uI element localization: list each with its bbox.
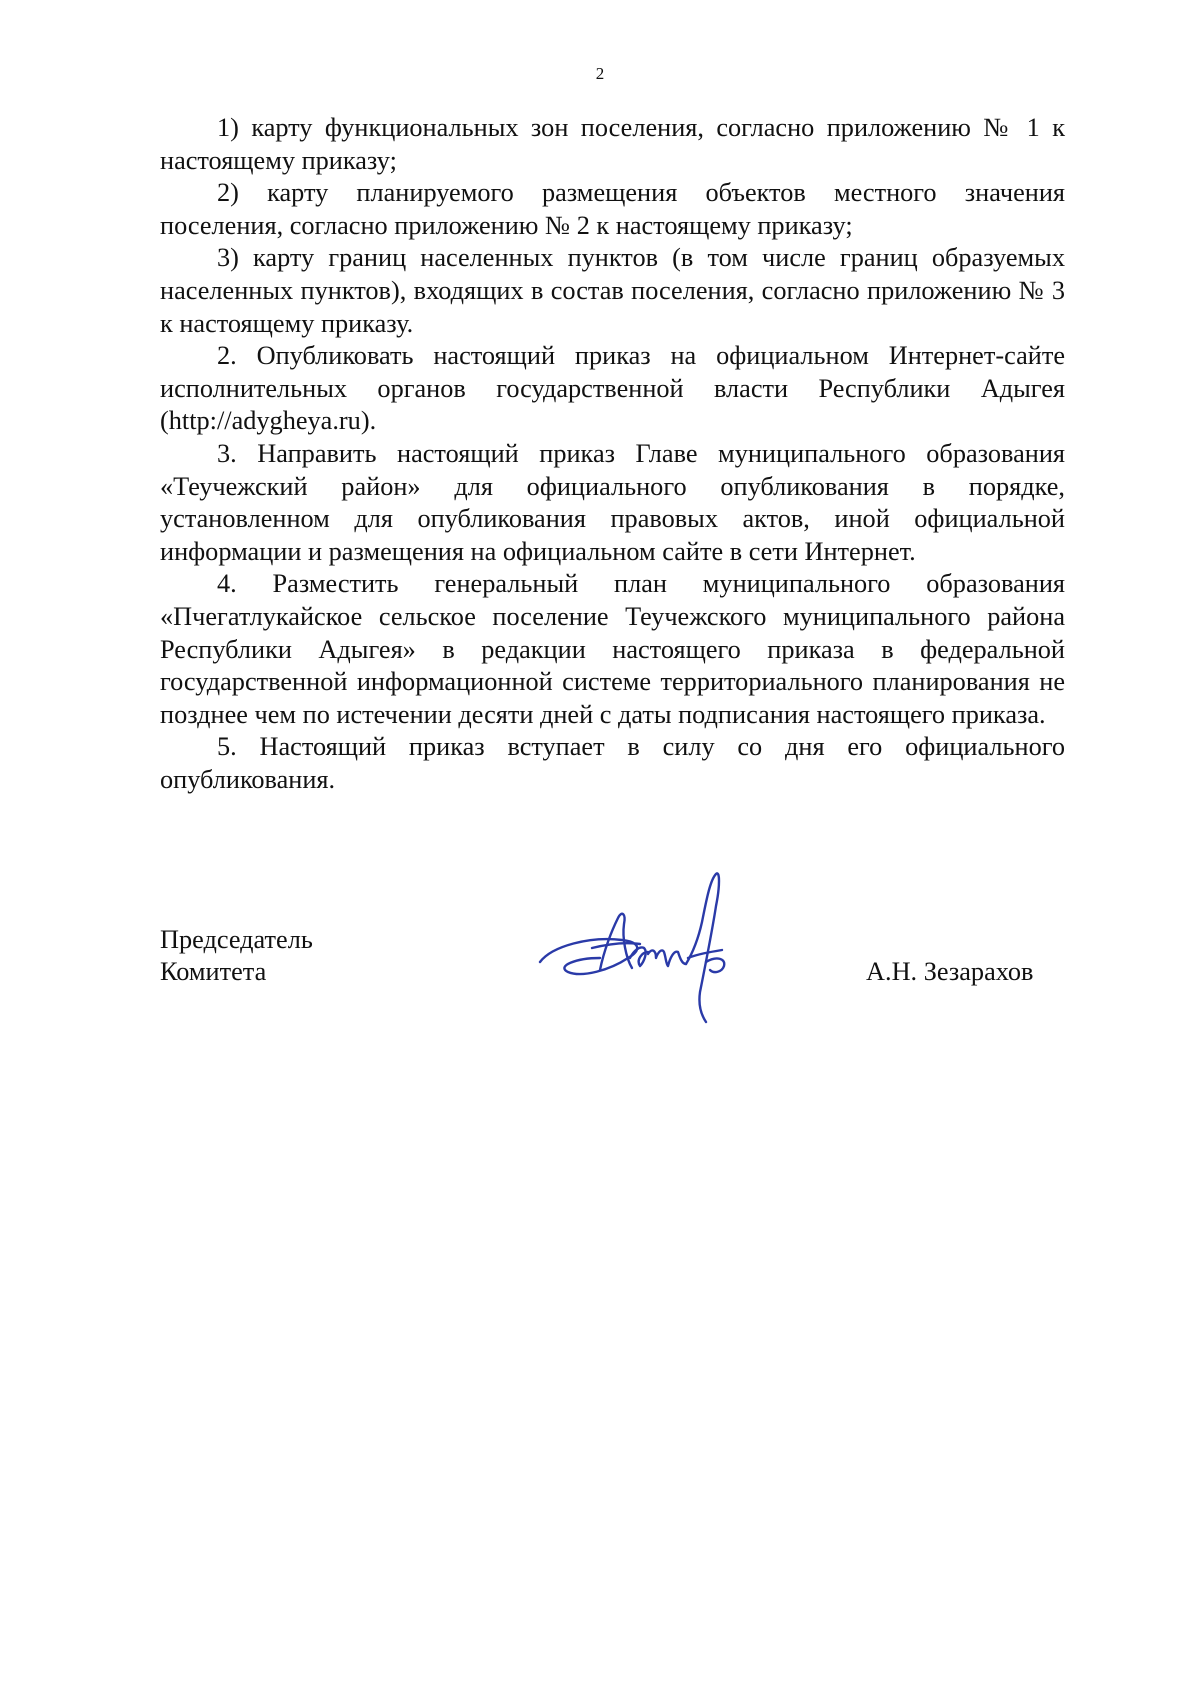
page-number: 2 bbox=[595, 64, 605, 83]
signer-name: А.Н. Зезарахов bbox=[866, 957, 1034, 986]
handwritten-signature-icon bbox=[530, 866, 750, 1026]
signer-position-line2: Комитета bbox=[160, 957, 267, 986]
paragraph-publish-online: 2. Опубликовать настоящий приказ на официальном Интернет-сайте исполнительных органов государственной власти Республики Адыгея (http://adygheya.ru). bbox=[160, 341, 1065, 436]
signature-block bbox=[160, 924, 1065, 1044]
list-item-functional-zones-map: 1) карту функциональных зон поселения, согласно приложению № 1 к настоящему приказу; bbox=[160, 113, 1065, 175]
list-item-settlement-borders-map: 3) карту границ населенных пунктов (в том числе границ образуемых населенных пунктов), входящих в состав поселения, согласно приложению № 3 к настоящему приказу. bbox=[160, 243, 1065, 338]
document-body bbox=[160, 112, 1065, 796]
list-item-local-objects-map: 2) карту планируемого размещения объектов местного значения поселения, согласно приложению № 2 к настоящему приказу; bbox=[160, 178, 1065, 240]
paragraph-entry-into-force: 5. Настоящий приказ вступает в силу со дня его официального опубликования. bbox=[160, 732, 1065, 794]
signer-position bbox=[160, 924, 313, 988]
signer-position-line1: Председатель bbox=[160, 925, 313, 954]
paragraph-send-to-head: 3. Направить настоящий приказ Главе муниципального образования «Теучежский район» для официального опубликования в порядке, установленном для опубликования правовых актов, иной официальной информации и размещения на официальном сайте в сети Интернет. bbox=[160, 438, 1065, 566]
paragraph-place-general-plan: 4. Разместить генеральный план муниципального образования «Пчегатлукайское сельское поселение Теучежского муниципального района Республики Адыгея» в редакции настоящего приказа в федеральной государственной информационной системе территориального планирования не позднее чем по истечении десяти дней с даты подписания настоящего приказа. bbox=[160, 569, 1065, 729]
